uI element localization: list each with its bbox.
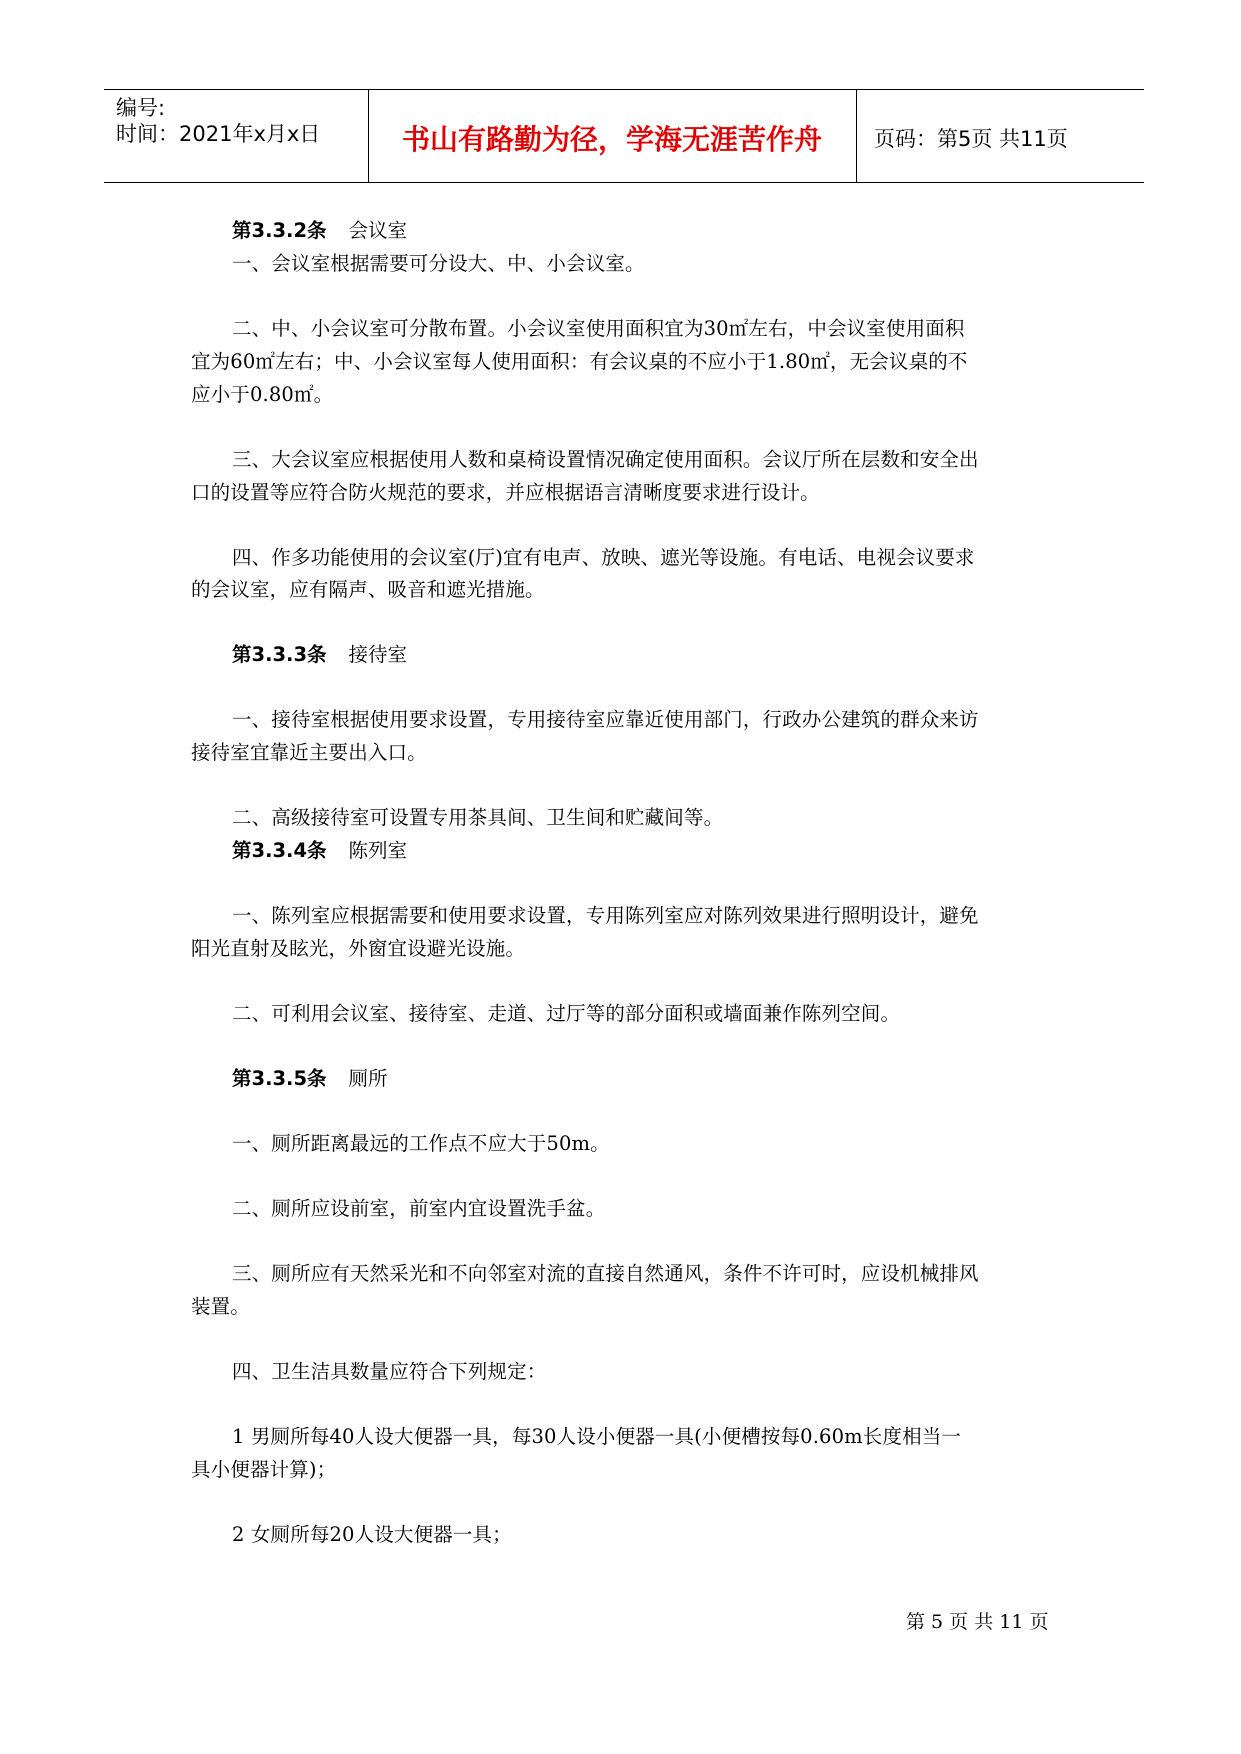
paragraph-line: 应小于0.80㎡。 (191, 383, 334, 406)
header-page-cell (856, 90, 1144, 182)
paragraph-line: 接待室宜靠近主要出入口。 (191, 741, 427, 764)
section-title: 会议室 (348, 219, 408, 242)
section-title: 陈列室 (348, 839, 408, 862)
page-code: 页码：第5页 共11页 (874, 127, 1068, 151)
section-number: 第3.3.5条 (232, 1067, 327, 1090)
time-label: 时间：2021年x月x日 (116, 122, 321, 146)
paragraph-line: 二、厕所应设前室，前室内宜设置洗手盆。 (232, 1197, 606, 1220)
paragraph-line: 具小便器计算)； (191, 1458, 337, 1481)
paragraph-line: 一、陈列室应根据需要和使用要求设置，专用陈列室应对陈列效果进行照明设计，避免 (232, 904, 979, 927)
paragraph-line: 二、高级接待室可设置专用茶具间、卫生间和贮藏间等。 (232, 806, 724, 829)
paragraph-line: 阳光直射及眩光，外窗宜设避光设施。 (191, 937, 526, 960)
number-label: 编号: (116, 96, 166, 120)
paragraph-line: 二、可利用会议室、接待室、走道、过厅等的部分面积或墙面兼作陈列空间。 (232, 1002, 901, 1025)
section-number: 第3.3.3条 (232, 643, 327, 666)
header-motto-cell (368, 90, 857, 182)
section-number: 第3.3.4条 (232, 839, 327, 862)
paragraph-line: 1 男厕所每40人设大便器一具，每30人设小便器一具(小便槽按每0.60m长度相当一 (232, 1425, 962, 1448)
section-title: 接待室 (348, 643, 408, 666)
page-header (104, 89, 1144, 183)
section-heading-332 (232, 215, 407, 243)
section-number: 第3.3.2条 (232, 219, 327, 242)
paragraph-line: 装置。 (191, 1295, 250, 1318)
paragraph-line: 宜为60㎡左右；中、小会议室每人使用面积：有会议桌的不应小于1.80㎡，无会议桌的不 (191, 350, 968, 373)
section-heading-334 (232, 835, 407, 863)
paragraph-line: 的会议室，应有隔声、吸音和遮光措施。 (191, 578, 545, 601)
motto: 书山有路勤为径，学海无涯苦作舟 (401, 123, 822, 156)
section-title: 厕所 (348, 1067, 388, 1090)
paragraph-line: 2 女厕所每20人设大便器一具； (232, 1523, 512, 1546)
paragraph-line: 四、卫生洁具数量应符合下列规定： (232, 1360, 547, 1383)
section-heading-333 (232, 639, 407, 667)
paragraph-line: 三、大会议室应根据使用人数和桌椅设置情况确定使用面积。会议厅所在层数和安全出 (232, 448, 979, 471)
paragraph-line: 四、作多功能使用的会议室(厅)宜有电声、放映、遮光等设施。有电话、电视会议要求 (232, 546, 975, 569)
paragraph-line: 一、厕所距离最远的工作点不应大于50m。 (232, 1132, 610, 1155)
section-heading-335 (232, 1063, 388, 1091)
paragraph-line: 口的设置等应符合防火规范的要求，并应根据语言清晰度要求进行设计。 (191, 481, 820, 504)
paragraph-line: 二、中、小会议室可分散布置。小会议室使用面积宜为30㎡左右，中会议室使用面积 (232, 317, 965, 340)
paragraph-line: 一、会议室根据需要可分设大、中、小会议室。 (232, 252, 645, 275)
header-info-cell (104, 90, 369, 182)
paragraph-line: 三、厕所应有天然采光和不向邻室对流的直接自然通风，条件不许可时，应设机械排风 (232, 1262, 979, 1285)
page-footer: 第 5 页 共 11 页 (906, 1611, 1049, 1633)
paragraph-line: 一、接待室根据使用要求设置，专用接待室应靠近使用部门，行政办公建筑的群众来访 (232, 708, 979, 731)
